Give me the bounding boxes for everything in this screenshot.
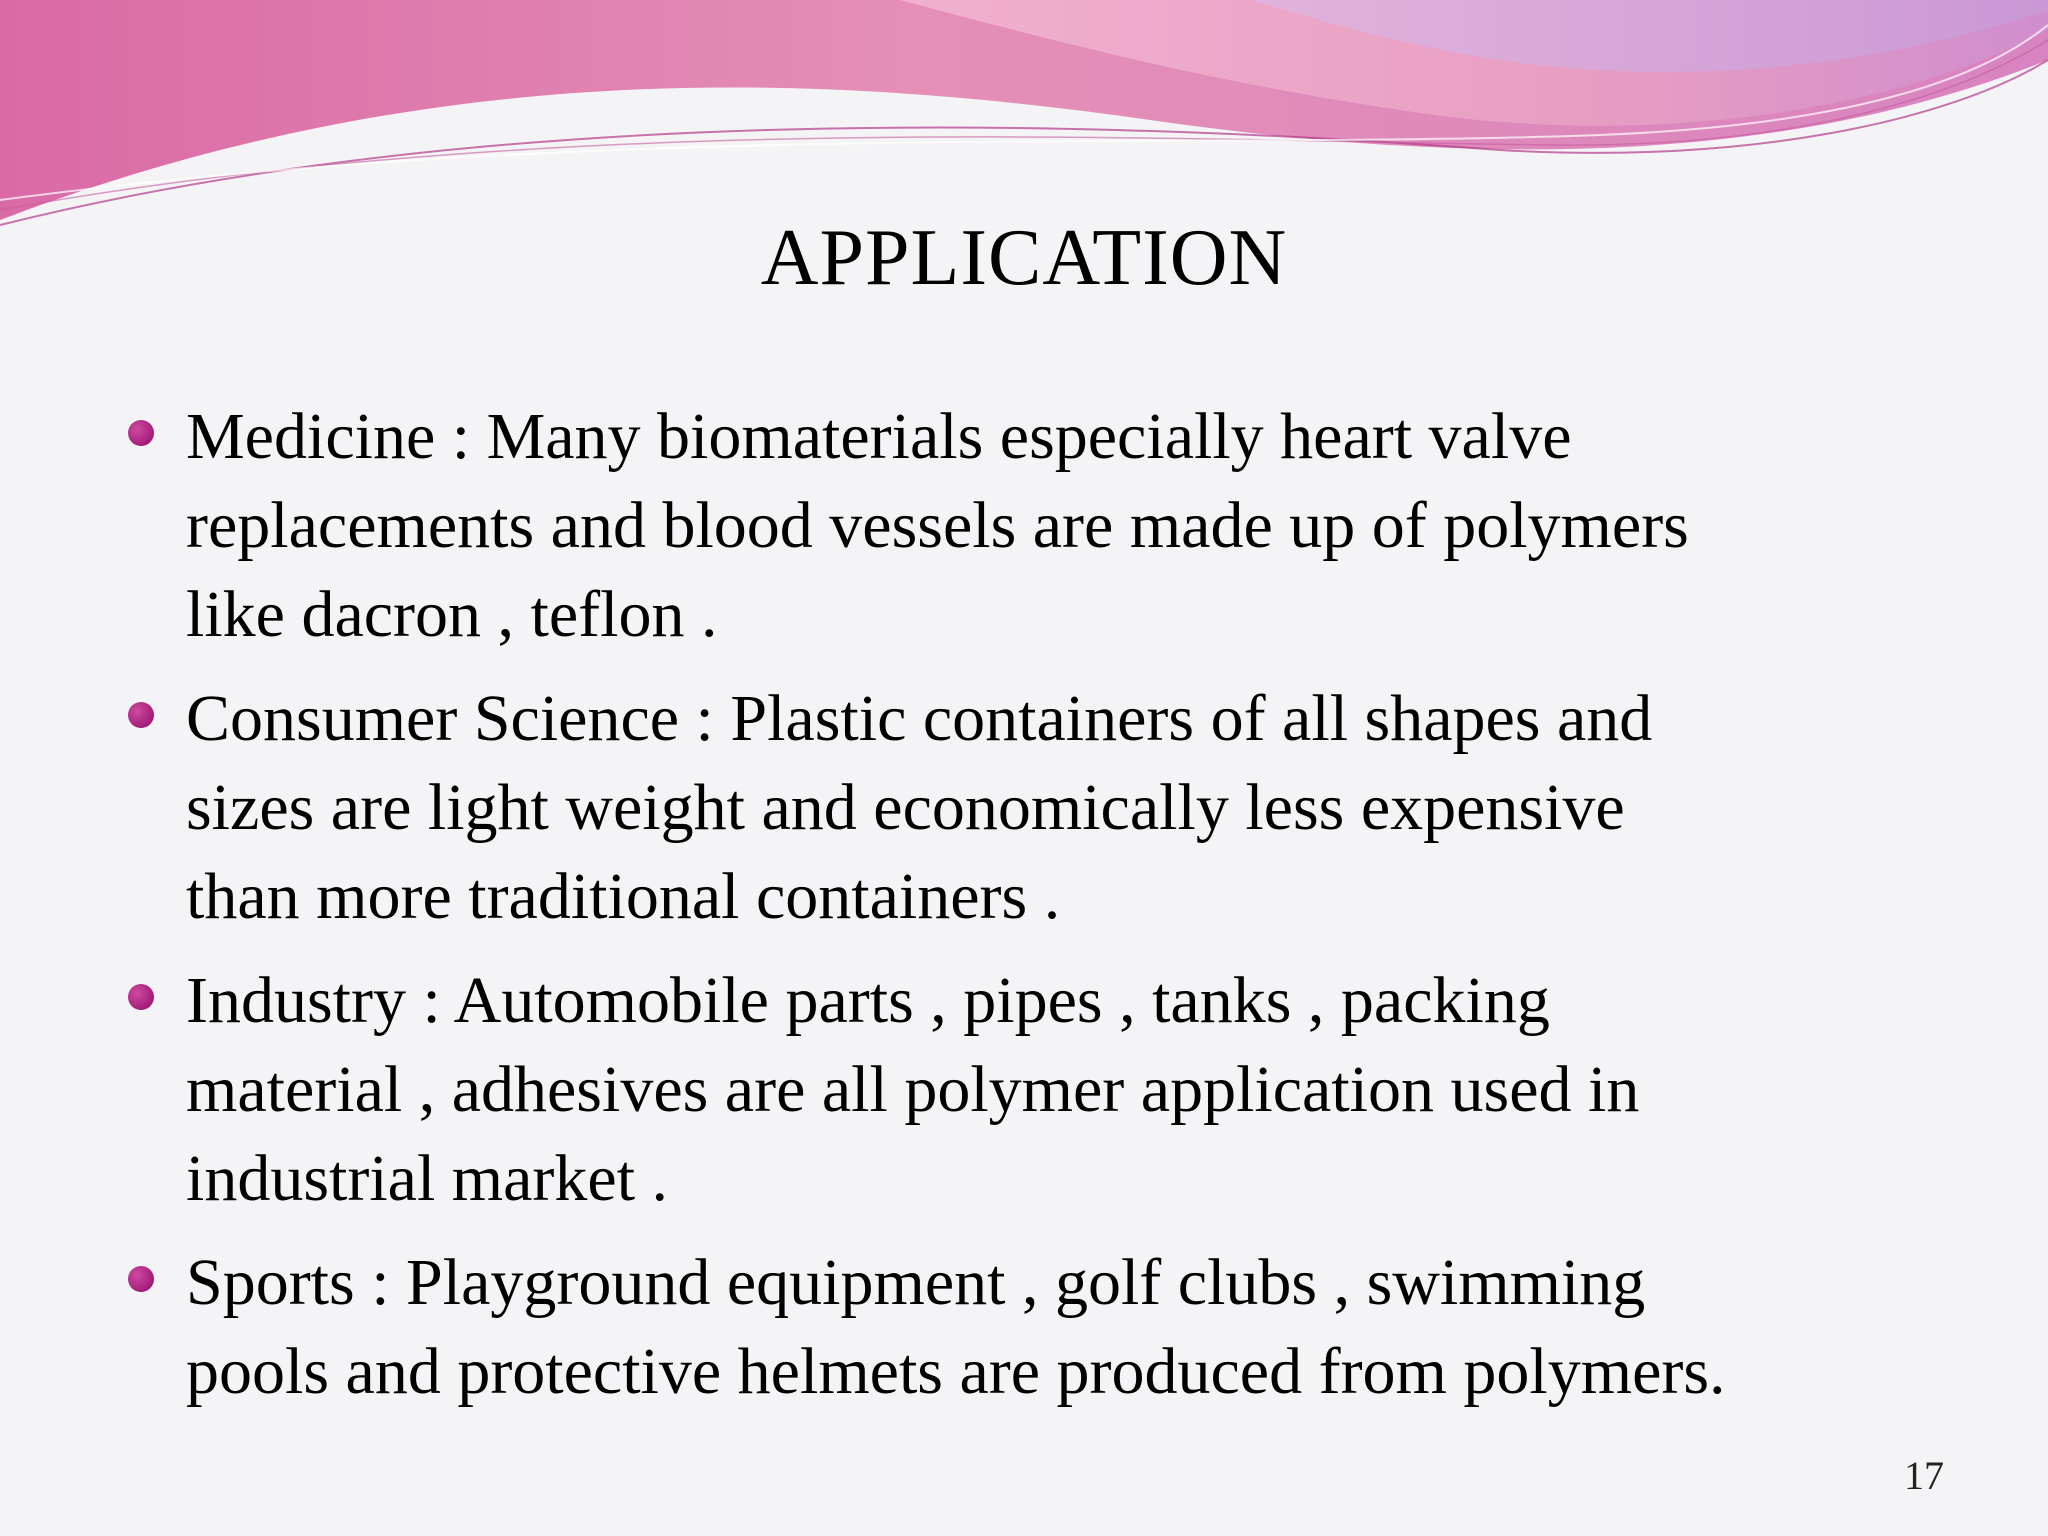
bullet-dot-icon — [128, 1266, 154, 1292]
bullet-line: Industry : Automobile parts , pipes , tanks , packing — [186, 964, 1550, 1037]
bullet-line: material , adhesives are all polymer application used in — [186, 1053, 1640, 1126]
bullet-line: like dacron , teflon . — [186, 578, 718, 651]
bullet-item-consumer-science — [128, 674, 2008, 941]
bullet-item-sports — [128, 1238, 2008, 1416]
slide-number: 17 — [1904, 1453, 1944, 1498]
bullet-line: Medicine : Many biomaterials especially heart valve — [186, 400, 1572, 473]
bullet-dot-icon — [128, 984, 154, 1010]
bullet-list — [128, 392, 2008, 1431]
bullet-line: Consumer Science : Plastic containers of all shapes and — [186, 682, 1653, 755]
bullet-line: industrial market . — [186, 1142, 669, 1215]
slide-title: APPLICATION — [760, 214, 1288, 302]
bullet-item-industry — [128, 956, 2008, 1223]
bullet-item-medicine — [128, 392, 2008, 659]
bullet-line: Sports : Playground equipment , golf clubs , swimming — [186, 1246, 1646, 1319]
bullet-line: than more traditional containers . — [186, 860, 1061, 933]
bullet-line: replacements and blood vessels are made up of polymers — [186, 489, 1689, 562]
bullet-dot-icon — [128, 420, 154, 446]
bullet-dot-icon — [128, 702, 154, 728]
bullet-line: sizes are light weight and economically less expensive — [186, 771, 1625, 844]
bullet-line: pools and protective helmets are produced from polymers. — [186, 1335, 1726, 1408]
